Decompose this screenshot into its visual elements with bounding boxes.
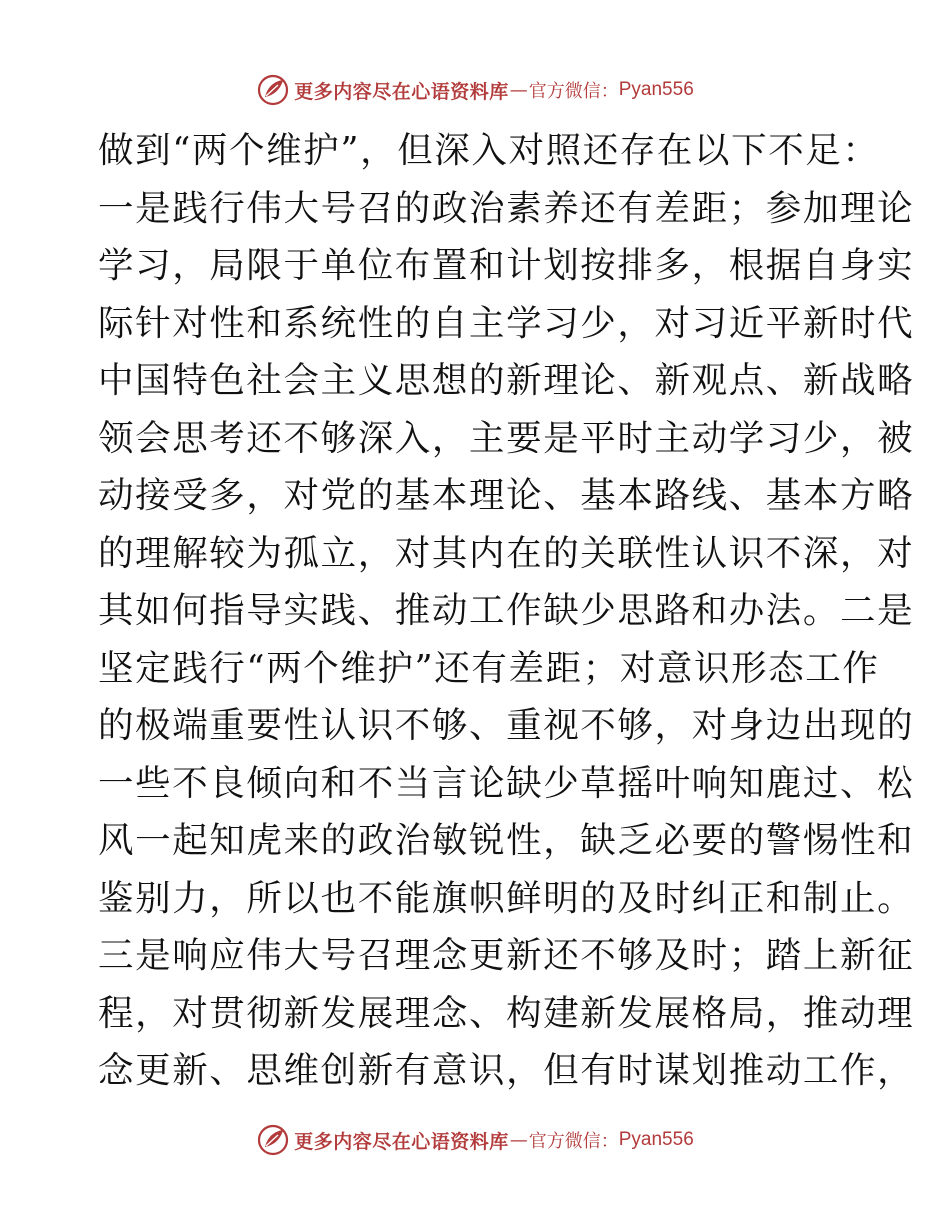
text-line: 际针对性和系统性的自主学习少，对习近平新时代	[98, 302, 915, 344]
text-line: 三是响应伟大号召理念更新还不够及时；踏上新征	[98, 935, 915, 976]
text-line: 念更新、思维创新有意识，但有时谋划推动工作，	[98, 1050, 915, 1091]
text-line: 一是践行伟大号召的政治素养还有差距；参加理论	[98, 187, 915, 229]
text-line: 风一起知虎来的政治敏锐性，缺乏必要的警惕性和	[98, 820, 915, 861]
text-line: 其如何指导实践、推动工作缺少思路和办法。二是	[98, 590, 915, 631]
banner-main-text: 更多内容尽在心语资料库	[294, 80, 509, 103]
text-line: 动接受多，对党的基本理论、基本路线、基本方略	[98, 475, 915, 516]
banner-dash: —	[509, 1129, 528, 1151]
banner-main-text: 更多内容尽在心语资料库	[294, 1130, 509, 1153]
leaf-logo-icon	[256, 1123, 290, 1157]
footer-watermark-banner	[0, 1120, 950, 1160]
leaf-logo-icon	[256, 73, 290, 107]
text-line: 做到“两个维护”，但深入对照还存在以下不足：	[98, 130, 880, 171]
banner-sub-text: 官方微信：	[528, 1131, 619, 1152]
header-watermark-banner	[0, 70, 950, 110]
banner-sub-text: 官方微信：	[528, 81, 619, 102]
text-line: 的极端重要性认识不够、重视不够，对身边出现的	[98, 705, 915, 746]
text-line: 程，对贯彻新发展理念、构建新发展格局，推动理	[98, 992, 915, 1034]
banner-dash: —	[509, 79, 528, 101]
text-line: 学习，局限于单位布置和计划按排多，根据自身实	[98, 245, 915, 286]
text-line: 领会思考还不够深入，主要是平时主动学习少，被	[98, 417, 915, 459]
document-body	[98, 122, 915, 1100]
text-line: 的理解较为孤立，对其内在的关联性认识不深，对	[98, 532, 915, 574]
banner-wechat-id: Pyan556	[618, 79, 694, 100]
text-line: 中国特色社会主义思想的新理论、新观点、新战略	[98, 360, 915, 401]
text-line: 坚定践行“两个维护”还有差距；对意识形态工作	[98, 647, 880, 689]
banner-wechat-id: Pyan556	[618, 1129, 694, 1150]
text-line: 一些不良倾向和不当言论缺少草摇叶响知鹿过、松	[98, 762, 915, 804]
text-line: 鉴别力，所以也不能旗帜鲜明的及时纠正和制止。	[98, 877, 915, 919]
